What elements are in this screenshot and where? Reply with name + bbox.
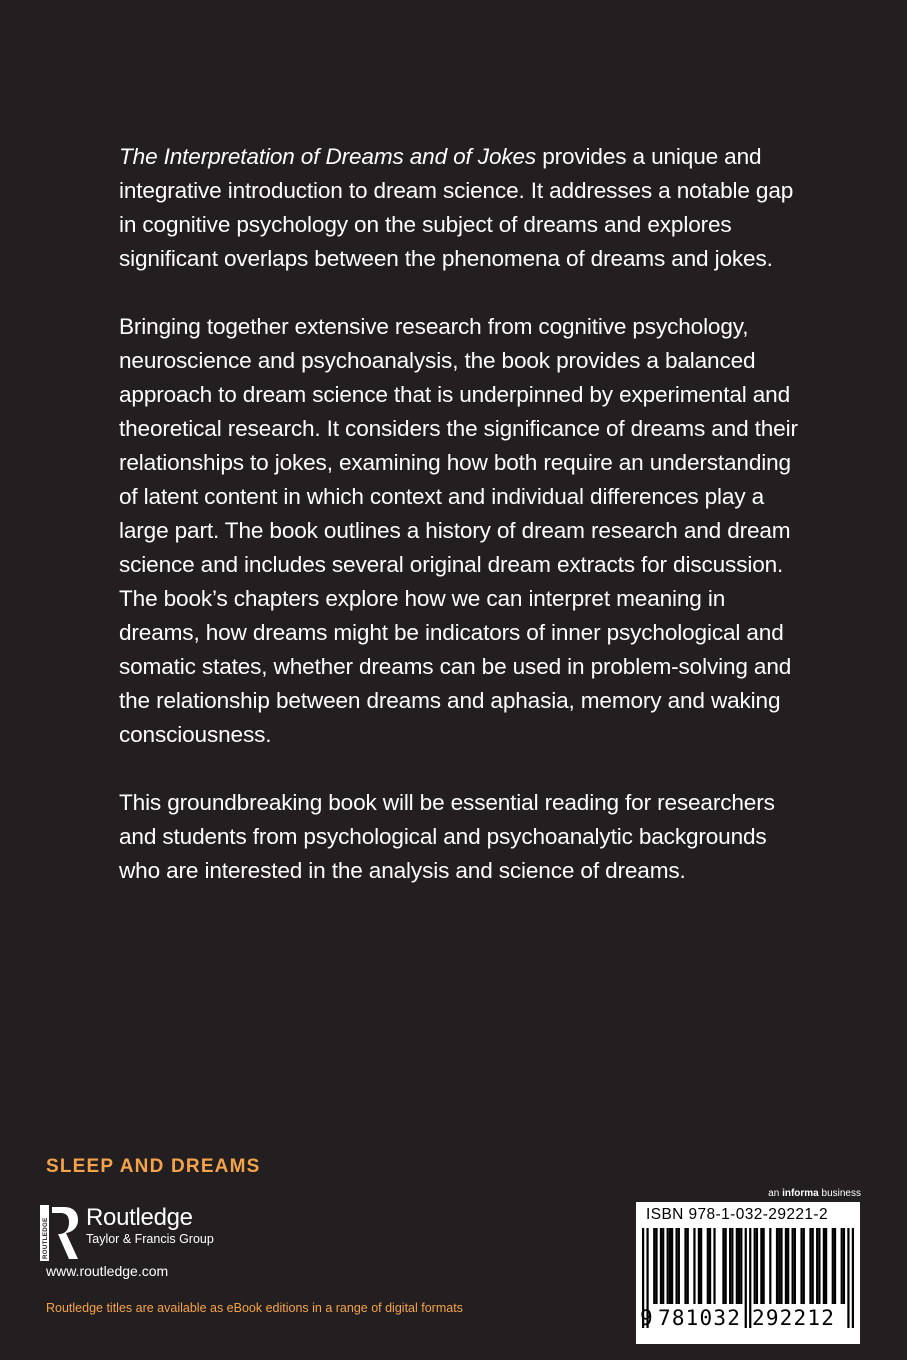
- barcode-bar: [667, 1228, 669, 1304]
- barcode-digits-right: 292212: [752, 1306, 836, 1330]
- barcode-bar: [678, 1228, 680, 1304]
- barcode-bar: [745, 1228, 747, 1328]
- barcode-bar: [800, 1228, 802, 1304]
- publisher-group: Taylor & Francis Group: [86, 1232, 214, 1246]
- barcode-bar: [731, 1228, 733, 1304]
- barcode-bar: [653, 1228, 655, 1304]
- barcode-bar: [736, 1228, 738, 1304]
- publisher-name: Routledge: [86, 1204, 193, 1231]
- barcode-bar: [823, 1228, 825, 1304]
- barcode-bar: [662, 1228, 664, 1304]
- barcode-bar: [756, 1228, 758, 1304]
- barcode-bar: [722, 1228, 724, 1304]
- barcode-bar: [763, 1228, 765, 1304]
- barcode-bar: [684, 1228, 686, 1304]
- barcode-bar: [792, 1228, 794, 1304]
- barcode-bar: [749, 1228, 751, 1328]
- barcode-bar: [787, 1228, 789, 1304]
- barcode-bar: [740, 1228, 742, 1304]
- isbn-barcode: [636, 1202, 860, 1344]
- barcode-bar: [852, 1228, 854, 1328]
- barcode-bar: [669, 1228, 671, 1304]
- barcode-bar: [812, 1228, 814, 1304]
- barcode-bar: [707, 1228, 709, 1304]
- barcode-bar: [785, 1228, 787, 1304]
- barcode-bar: [778, 1228, 780, 1304]
- barcode-bar: [803, 1228, 805, 1304]
- informa-brand: informa: [782, 1188, 819, 1199]
- barcode-bar: [834, 1228, 836, 1304]
- barcode-bar: [660, 1228, 662, 1304]
- barcode-bar: [825, 1228, 827, 1304]
- barcode-bar: [780, 1228, 782, 1304]
- barcode-bar: [671, 1228, 673, 1304]
- routledge-logo-icon: [40, 1205, 80, 1261]
- blurb-paragraph-3: This groundbreaking book will be essential reading for researchers and students from psychological and psychoanalytic backgrounds who are interested in the analysis and science of dreams.: [119, 790, 775, 883]
- series-label: SLEEP AND DREAMS: [46, 1156, 261, 1177]
- informa-business-label: [768, 1188, 861, 1199]
- routledge-logo-vertical-text: ROUTLEDGE: [42, 1217, 49, 1259]
- barcode-digit-first: 9: [640, 1306, 653, 1330]
- barcode-bar: [655, 1228, 657, 1304]
- barcode-digits-left: 781032: [658, 1306, 742, 1330]
- barcode-bar: [675, 1228, 677, 1304]
- informa-suffix: business: [818, 1188, 861, 1199]
- barcode-bar: [698, 1228, 700, 1304]
- barcode-bar: [843, 1228, 845, 1304]
- barcode-bar: [760, 1228, 762, 1304]
- isbn-label: ISBN 978-1-032-29221-2: [646, 1206, 828, 1223]
- barcode-bar: [738, 1228, 740, 1304]
- ebook-note: Routledge titles are available as eBook editions in a range of digital formats: [46, 1301, 463, 1315]
- barcode-bar: [687, 1228, 689, 1304]
- back-cover-blurb: [119, 140, 799, 922]
- book-title: The Interpretation of Dreams and of Jokes: [119, 144, 537, 169]
- barcode-bar: [809, 1228, 811, 1304]
- publisher-website[interactable]: www.routledge.com: [46, 1263, 169, 1279]
- barcode-bar: [729, 1228, 731, 1304]
- publisher-logo: [40, 1205, 214, 1261]
- barcode-bar: [700, 1228, 702, 1304]
- barcode-bar: [776, 1228, 778, 1304]
- blurb-paragraph-2: Bringing together extensive research from cognitive psychology, neuroscience and psychoanalysis, the book provides a balanced approach to dream science that is underpinned by experimental and theoretical research. It considers the significance of dreams and their relationships to jokes, examining how both require an understanding of latent content in which context and individual differences play a large part. The book outlines a history of dream research and dream science and includes several original dream extracts for discussion. The book’s chapters explore how we can interpret meaning in dreams, how dreams might be indicators of inner psychological and somatic states, whether dreams can be used in problem-solving and the relationship between dreams and aphasia, memory and waking consciousness.: [119, 314, 798, 747]
- barcode-bar: [769, 1228, 771, 1304]
- barcode-bar: [847, 1228, 849, 1328]
- blurb-paragraph-1: [119, 140, 799, 276]
- barcode-bar: [832, 1228, 834, 1304]
- blurb-paragraph-1-text: provides a unique and integrative introduction to dream science. It addresses a notable gap in cognitive psychology on the subject of dreams and explores significant overlaps between the phenomena of dreams and jokes.: [119, 144, 794, 271]
- barcode-bar: [841, 1228, 843, 1304]
- barcode-bar: [754, 1228, 756, 1304]
- barcode-bar: [816, 1228, 818, 1304]
- barcode-bar: [725, 1228, 727, 1304]
- barcode-bar: [713, 1228, 715, 1304]
- informa-prefix: an: [768, 1188, 783, 1199]
- barcode-bar: [709, 1228, 711, 1304]
- barcode-bar: [693, 1228, 695, 1304]
- barcode-bar: [794, 1228, 796, 1304]
- barcode-bar: [818, 1228, 820, 1304]
